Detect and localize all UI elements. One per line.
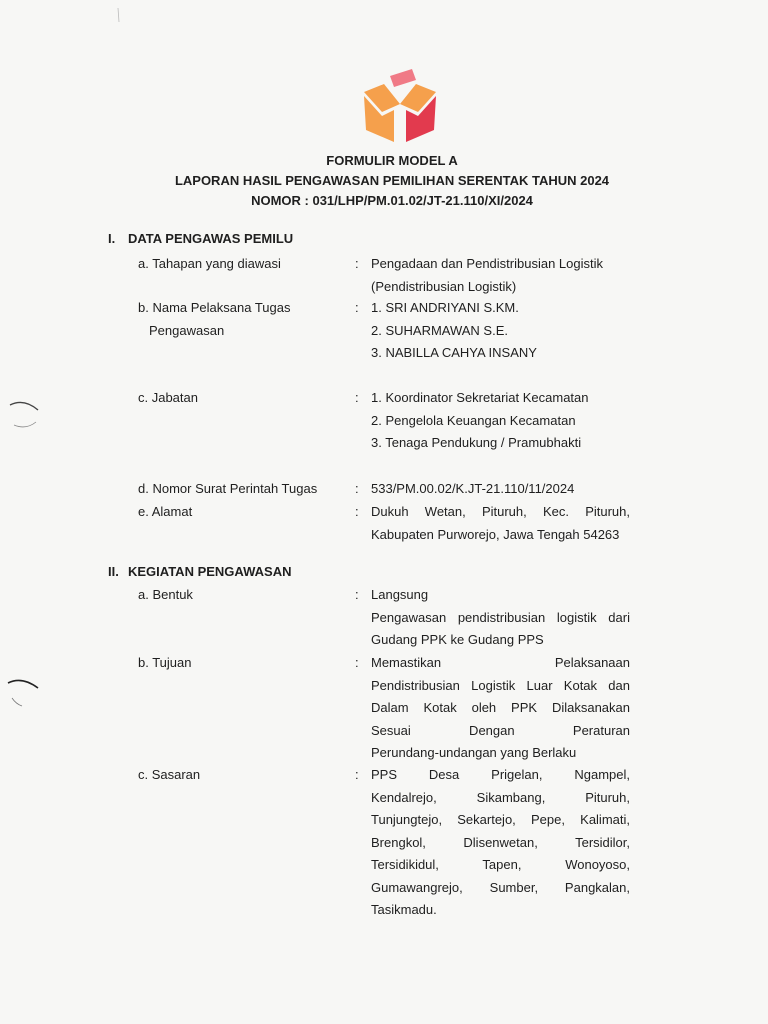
document-header (0, 151, 768, 211)
label-tujuan: b. Tujuan (138, 655, 192, 670)
value-line: Pengawasan pendistribusian logistik dari (371, 609, 630, 625)
form-title: FORMULIR MODEL A (326, 153, 458, 168)
value-line: Kendalrejo, Sikambang, Pituruh, (371, 789, 630, 805)
label-tahapan: a. Tahapan yang diawasi (138, 256, 281, 271)
value-line: Pendistribusian Logistik Luar Kotak dan (371, 677, 630, 693)
label-jabatan: c. Jabatan (138, 390, 198, 405)
colon: : (355, 256, 359, 271)
colon: : (355, 655, 359, 670)
colon: : (355, 504, 359, 519)
value-line: Tersidikidul, Tapen, Wonoyoso, (371, 857, 630, 872)
value-line: (Pendistribusian Logistik) (371, 278, 517, 294)
value-nomor-surat (371, 478, 630, 501)
colon: : (355, 481, 359, 496)
value-line: Brengkol, Dlisenwetan, Tersidilor, (371, 834, 630, 850)
colon: : (355, 390, 359, 405)
label-bentuk: a. Bentuk (138, 587, 193, 602)
value-line: Perundang-undangan yang Berlaku (371, 745, 577, 760)
colon: : (355, 587, 359, 602)
value-line: Dukuh Wetan, Pituruh, Kec. Pituruh, (371, 504, 630, 519)
punch-hole-mark (10, 402, 38, 410)
value-line: 2. Pengelola Keuangan Kecamatan (371, 412, 576, 428)
punch-hole-mark (12, 698, 22, 706)
value-line: Memastikan Pelaksanaan (371, 655, 630, 670)
value-line: Dalam Kotak oleh PPK Dilaksanakan (371, 700, 630, 715)
value-alamat (371, 501, 630, 546)
value-tujuan (371, 652, 630, 765)
section-1-number: I. (108, 231, 116, 246)
value-nama-pelaksana (371, 297, 630, 365)
value-line: Gumawangrejo, Sumber, Pangkalan, (371, 879, 630, 895)
value-line: 3. NABILLA CAHYA INSANY (371, 345, 537, 360)
value-line: Tunjungtejo, Sekartejo, Pepe, Kalimati, (371, 812, 630, 827)
report-title: LAPORAN HASIL PENGAWASAN PEMILIHAN SERENTAK TAHUN 2024 (174, 173, 610, 188)
section-1-title: DATA PENGAWAS PEMILU (128, 231, 294, 246)
value-line: Sesuai Dengan Peraturan (371, 722, 630, 738)
value-tahapan (371, 253, 630, 298)
report-number: NOMOR : 031/LHP/PM.01.02/JT-21.110/XI/2024 (251, 193, 533, 208)
label-sasaran: c. Sasaran (138, 767, 201, 782)
label-nama-pelaksana (138, 297, 348, 342)
value-line: 1. SRI ANDRIYANI S.KM. (371, 300, 519, 315)
value-line: Kabupaten Purworejo, Jawa Tengah 54263 (371, 526, 620, 542)
value-jabatan (371, 387, 630, 455)
colon: : (355, 300, 359, 315)
value-sasaran (371, 764, 630, 922)
punch-hole-mark (14, 422, 36, 427)
value-line: 533/PM.00.02/K.JT-21.110/11/2024 (371, 481, 575, 496)
label-line: b. Nama Pelaksana Tugas (138, 300, 291, 315)
value-line: Pengadaan dan Pendistribusian Logistik (371, 256, 604, 271)
colon: : (355, 767, 359, 782)
section-2-title: KEGIATAN PENGAWASAN (128, 564, 292, 579)
value-bentuk (371, 584, 630, 652)
value-line: 1. Koordinator Sekretariat Kecamatan (371, 390, 589, 405)
label-line: Pengawasan (149, 322, 225, 338)
value-line: Langsung (371, 587, 429, 602)
value-line: 3. Tenaga Pendukung / Pramubhakti (371, 435, 582, 450)
ballot-box-logo-icon (360, 68, 440, 144)
label-alamat: e. Alamat (138, 504, 193, 519)
value-line: PPS Desa Prigelan, Ngampel, (371, 767, 630, 782)
value-line: Tasikmadu. (371, 902, 437, 917)
punch-hole-mark (8, 680, 38, 688)
label-nomor-surat: d. Nomor Surat Perintah Tugas (138, 481, 318, 496)
value-line: Gudang PPK ke Gudang PPS (371, 632, 544, 647)
section-2-number: II. (108, 564, 119, 579)
value-line: 2. SUHARMAWAN S.E. (371, 322, 509, 338)
scan-speck (118, 8, 119, 22)
